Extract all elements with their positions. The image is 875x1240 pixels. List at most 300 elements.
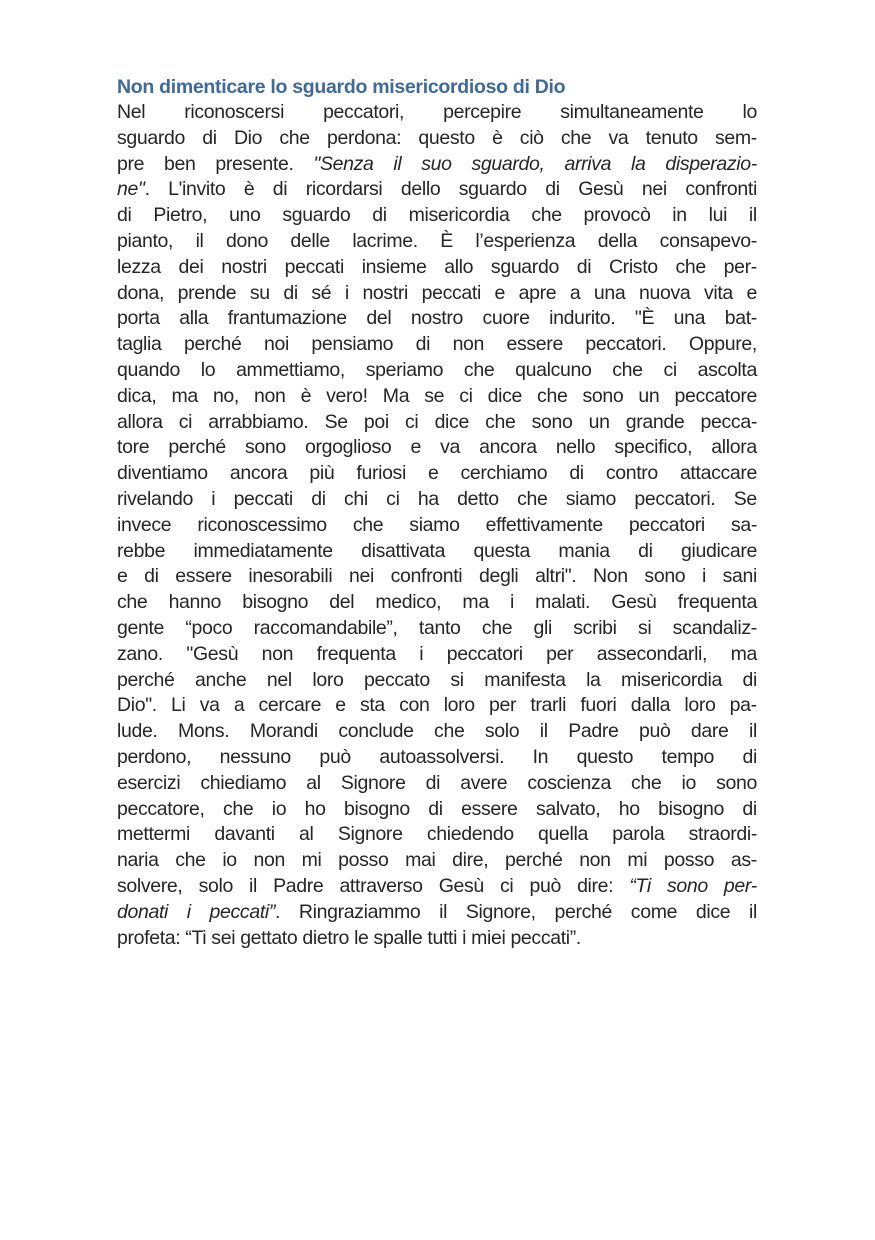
word <box>435 410 469 436</box>
text-line <box>117 874 757 900</box>
text: di <box>272 178 288 201</box>
word <box>364 410 389 436</box>
word <box>117 229 173 255</box>
text: di <box>311 487 326 510</box>
word <box>262 642 294 668</box>
word <box>428 797 442 823</box>
word <box>439 900 447 926</box>
text: io <box>681 771 696 794</box>
text: di <box>202 126 217 149</box>
text: È <box>440 229 453 252</box>
text: Pietro, <box>153 204 208 227</box>
word <box>681 539 757 565</box>
word <box>580 693 616 719</box>
text: peccatori, <box>323 101 405 123</box>
word <box>264 332 289 358</box>
word <box>439 874 484 900</box>
word <box>338 719 413 745</box>
word <box>366 358 443 384</box>
text: e <box>335 694 346 717</box>
word <box>725 306 757 332</box>
text: conclude <box>338 720 414 743</box>
text: la <box>586 668 601 691</box>
word <box>379 745 504 771</box>
text: questo <box>576 745 634 768</box>
word <box>362 255 427 281</box>
word <box>338 822 403 848</box>
word <box>267 668 292 694</box>
text: nel <box>266 668 292 691</box>
text: perché <box>168 436 226 459</box>
text: del <box>366 307 392 330</box>
text: sguardo <box>490 255 559 278</box>
text: è <box>300 384 312 407</box>
word <box>577 255 591 281</box>
italic-text: peccati” <box>209 900 276 923</box>
body-paragraph <box>117 100 757 951</box>
text: apre <box>518 281 557 304</box>
word <box>488 384 522 410</box>
word <box>730 693 757 719</box>
text: poi <box>363 410 389 433</box>
word <box>510 590 514 616</box>
text: grande <box>625 410 685 433</box>
word <box>505 848 563 874</box>
word <box>555 900 613 926</box>
text: Morandi <box>249 720 318 743</box>
text: Dio <box>233 126 263 149</box>
text: mai <box>405 849 436 872</box>
text: quella <box>538 823 588 846</box>
word <box>214 822 274 848</box>
text: tempo <box>661 745 714 768</box>
text: peccati <box>284 255 344 278</box>
text: peccatori <box>628 513 705 536</box>
text: percepire <box>443 101 522 123</box>
word <box>386 487 399 513</box>
text-line <box>117 564 757 590</box>
text: di <box>569 462 584 485</box>
word <box>421 152 451 178</box>
word <box>638 384 659 410</box>
word <box>680 461 757 487</box>
text: non <box>261 642 294 665</box>
text-line <box>117 848 757 874</box>
text: orgoglioso <box>304 436 392 459</box>
word <box>372 203 386 229</box>
word <box>658 797 724 823</box>
text: no, <box>212 384 239 407</box>
word <box>345 281 349 307</box>
text: sa- <box>730 513 757 536</box>
text: delle <box>290 229 330 252</box>
text: "Gesù <box>186 642 239 665</box>
word <box>565 152 612 178</box>
text: ci <box>405 410 419 433</box>
text: di <box>144 565 159 588</box>
text: perché <box>554 900 613 923</box>
text: assecondarli, <box>596 642 708 665</box>
text: va <box>608 126 629 149</box>
word <box>311 332 393 358</box>
text: nei <box>349 565 374 588</box>
text: anche <box>195 668 247 691</box>
text: frequenta <box>316 642 396 665</box>
text-line <box>117 900 757 926</box>
italic-text: disperazio- <box>665 152 757 175</box>
text: che <box>175 849 206 872</box>
word <box>240 926 297 952</box>
text-line <box>117 590 757 616</box>
text: peccatore, <box>117 797 205 820</box>
text: peccati”. <box>510 926 581 949</box>
text: cercare <box>258 694 322 717</box>
word <box>724 874 757 900</box>
word <box>306 771 320 797</box>
word <box>685 177 757 203</box>
text: non <box>452 333 485 356</box>
text: dare <box>690 720 729 743</box>
word <box>491 255 559 281</box>
text: frequenta <box>677 591 757 614</box>
text: il <box>195 229 204 252</box>
text: mettermi <box>117 823 191 846</box>
text: posso <box>338 849 389 872</box>
italic-text: donati <box>117 900 169 923</box>
word <box>144 564 158 590</box>
word <box>117 926 180 952</box>
word <box>215 152 293 178</box>
word <box>352 229 417 255</box>
text: siamo <box>565 487 617 510</box>
text: si <box>637 616 652 639</box>
text-line <box>117 668 757 694</box>
word <box>168 435 226 461</box>
word <box>200 771 286 797</box>
word <box>184 100 284 126</box>
word <box>273 874 323 900</box>
word <box>612 358 642 384</box>
text: diventiamo <box>117 462 208 485</box>
text: hanno <box>168 591 222 614</box>
word <box>627 848 647 874</box>
text: va <box>440 436 461 459</box>
word <box>452 848 488 874</box>
word <box>485 719 519 745</box>
text: altri". <box>535 565 577 588</box>
text: perdona: <box>327 126 402 149</box>
word <box>391 564 463 590</box>
word <box>485 410 515 436</box>
word <box>579 848 611 874</box>
text: peccati <box>421 281 481 304</box>
text: cerchiamo <box>460 462 548 485</box>
text: perché <box>183 333 242 356</box>
text: per- <box>723 255 757 278</box>
word <box>117 126 185 152</box>
word <box>749 203 757 229</box>
word <box>611 590 656 616</box>
text: degli <box>478 565 519 588</box>
text: raccomandabile”, <box>253 616 398 639</box>
text: . <box>144 178 150 201</box>
word <box>210 900 281 926</box>
word <box>642 177 667 203</box>
text: al <box>306 771 321 794</box>
text: di <box>638 539 653 562</box>
text: zano. <box>117 642 163 665</box>
text: e <box>427 462 439 485</box>
text: Signore <box>337 823 403 846</box>
text: è <box>243 178 255 201</box>
word <box>479 435 537 461</box>
word <box>208 410 308 436</box>
word <box>427 822 514 848</box>
word <box>593 564 628 590</box>
word <box>484 668 565 694</box>
text: ma <box>730 642 757 665</box>
word <box>416 332 430 358</box>
word <box>117 668 175 694</box>
text: un <box>588 410 610 433</box>
word <box>285 255 344 281</box>
word <box>664 848 714 874</box>
word <box>561 126 591 152</box>
word <box>486 513 603 539</box>
text: mi <box>627 849 648 872</box>
word <box>621 668 722 694</box>
word <box>672 203 686 229</box>
text: sono <box>244 436 286 459</box>
word <box>234 487 293 513</box>
word <box>749 900 757 926</box>
word <box>638 616 651 642</box>
text: detto <box>457 487 499 510</box>
text: lo <box>200 358 216 381</box>
word <box>546 642 573 668</box>
text: di <box>428 797 443 820</box>
text: di <box>742 745 757 768</box>
word <box>428 461 439 487</box>
text-line <box>117 203 757 229</box>
text: giudicare <box>680 539 757 562</box>
text: Signore, <box>465 900 536 923</box>
word <box>409 203 510 229</box>
word <box>689 332 757 358</box>
word <box>418 126 474 152</box>
word <box>117 358 180 384</box>
word <box>409 513 459 539</box>
word <box>185 616 232 642</box>
word <box>500 874 513 900</box>
text: sono <box>716 771 757 794</box>
text-line <box>117 255 757 281</box>
word <box>179 306 208 332</box>
text: le <box>354 926 369 949</box>
word <box>302 926 349 952</box>
text: io <box>271 797 287 820</box>
text: dire, <box>452 849 489 872</box>
word <box>242 590 308 616</box>
word <box>540 719 548 745</box>
text: ricordarsi <box>305 178 383 201</box>
text: che <box>560 126 592 149</box>
text-line <box>117 513 757 539</box>
text: solo <box>198 874 233 897</box>
text: frantumazione <box>227 307 347 330</box>
text: i <box>211 487 216 510</box>
text: il <box>249 874 257 897</box>
word <box>283 281 297 307</box>
text: malati. <box>535 591 591 614</box>
text: esercizi <box>117 771 181 794</box>
text: confronti <box>685 178 757 201</box>
word <box>187 900 191 926</box>
word <box>354 926 368 952</box>
word <box>329 590 354 616</box>
word <box>674 306 706 332</box>
word <box>339 874 422 900</box>
text: invece <box>117 513 172 536</box>
text: Mons. <box>178 720 230 743</box>
text-line <box>117 126 757 152</box>
word <box>723 564 757 590</box>
text: che <box>612 358 643 381</box>
word <box>533 745 549 771</box>
text: che <box>537 384 568 407</box>
text: Se <box>733 487 757 510</box>
text: nello <box>555 436 596 459</box>
text-line <box>117 616 757 642</box>
word <box>609 126 629 152</box>
italic-text: "Senza <box>313 152 374 175</box>
text: mania <box>558 539 610 562</box>
word <box>169 590 221 616</box>
text-line <box>117 822 757 848</box>
text: nostri <box>362 281 409 304</box>
word <box>221 255 267 281</box>
text: va <box>199 694 220 717</box>
text: tutti <box>427 926 458 949</box>
word <box>312 668 343 694</box>
text: gente <box>117 616 165 639</box>
word <box>117 616 164 642</box>
word <box>419 616 461 642</box>
text: Signore <box>340 771 406 794</box>
text: confronti <box>390 565 463 588</box>
text: ci <box>178 410 193 433</box>
text-line <box>117 719 757 745</box>
text: insieme <box>361 255 427 278</box>
text: e <box>494 281 506 304</box>
word <box>678 590 757 616</box>
word <box>426 771 440 797</box>
text: nei <box>641 178 667 201</box>
text: solvere, <box>117 874 183 897</box>
text: nuova <box>638 281 691 304</box>
word <box>529 874 561 900</box>
text: chi <box>343 487 368 510</box>
text: scribi <box>573 616 617 639</box>
text: pensiamo <box>311 333 394 356</box>
word <box>234 126 262 152</box>
word <box>117 539 165 565</box>
text: pecca- <box>700 410 757 433</box>
text: vero! <box>326 384 368 407</box>
word <box>168 177 225 203</box>
word <box>222 848 236 874</box>
word <box>698 358 757 384</box>
text-line <box>117 332 757 358</box>
word <box>453 332 485 358</box>
word <box>117 435 149 461</box>
text: perché <box>117 668 175 691</box>
word <box>117 100 145 126</box>
word <box>724 255 757 281</box>
word <box>482 616 512 642</box>
text-line <box>117 229 757 255</box>
text: non <box>253 849 285 872</box>
word <box>534 616 552 642</box>
text: bat- <box>724 307 757 330</box>
word <box>471 926 505 952</box>
word <box>117 203 131 229</box>
word <box>569 461 583 487</box>
word <box>366 306 391 332</box>
text: i <box>509 591 514 614</box>
word <box>639 281 690 307</box>
text: sta <box>359 694 385 717</box>
word <box>117 900 168 926</box>
word <box>742 745 756 771</box>
text: di <box>425 771 441 794</box>
italic-text: il <box>393 152 402 175</box>
text: pianto, <box>117 229 174 252</box>
word <box>290 229 329 255</box>
text: sono <box>582 384 624 407</box>
word <box>245 435 286 461</box>
word <box>175 848 205 874</box>
text: sguardo <box>282 204 351 227</box>
word <box>660 229 757 255</box>
text-line <box>117 281 757 307</box>
text: è <box>492 126 503 149</box>
word <box>731 513 757 539</box>
word <box>515 358 591 384</box>
text: ancora <box>479 436 537 459</box>
italic-text: ne" <box>117 178 145 201</box>
word <box>696 900 730 926</box>
text: può <box>638 720 671 743</box>
word <box>614 435 692 461</box>
text: di <box>742 668 757 691</box>
text: i <box>462 926 467 949</box>
word <box>211 487 215 513</box>
word <box>273 177 287 203</box>
text: Nel <box>117 101 146 123</box>
text: sguardo <box>117 126 186 149</box>
word <box>327 126 401 152</box>
word <box>585 332 666 358</box>
text: bisogno <box>242 591 309 614</box>
text: ciò <box>519 126 544 149</box>
text: sé <box>311 281 332 304</box>
word <box>507 332 563 358</box>
text: Cristo <box>608 255 658 278</box>
word <box>117 719 158 745</box>
word <box>341 771 406 797</box>
word <box>646 126 698 152</box>
